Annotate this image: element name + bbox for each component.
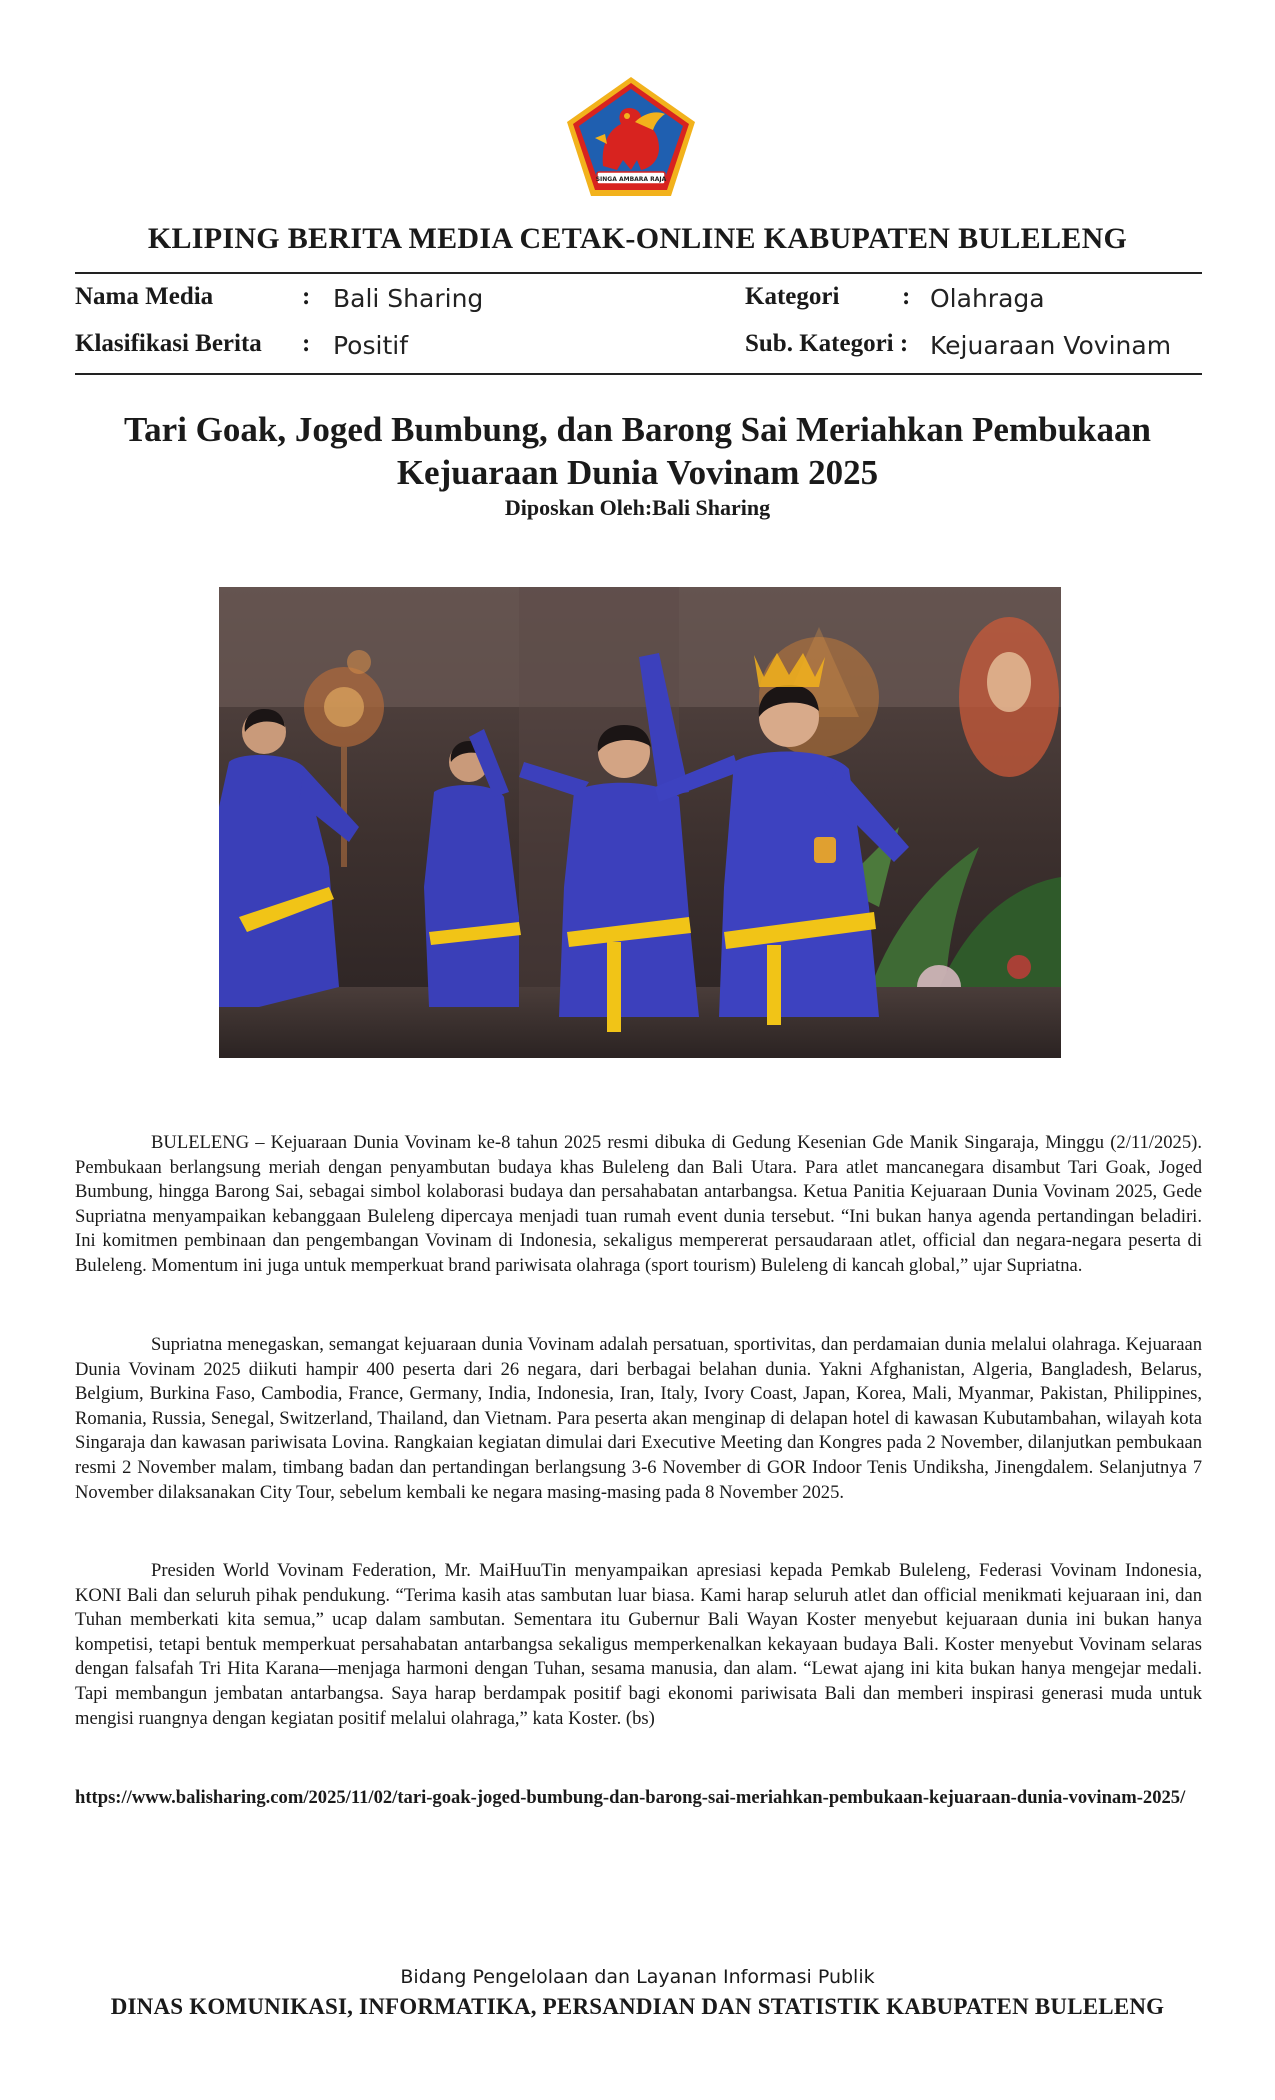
- footer-department: Bidang Pengelolaan dan Layanan Informasi Publik: [400, 1966, 875, 1988]
- kategori-label: Kategori: [745, 283, 840, 310]
- footer-agency: DINAS KOMUNIKASI, INFORMATIKA, PERSANDIAN DAN STATISTIK KABUPATEN BULELENG: [110, 1994, 1165, 2019]
- media-label: Nama Media: [75, 283, 214, 310]
- kategori-value: Olahraga: [930, 284, 1045, 313]
- article-paragraph-1: BULELENG – Kejuaraan Dunia Vovinam ke-8 tahun 2025 resmi dibuka di Gedung Kesenian Gde Manik Singaraja, Minggu (2/11/2025). Pembukaan berlangsung meriah dengan penyambutan budaya khas Buleleng dan Bali Utara. Para atlet mancanegara disambut Tari Goak, Joged Bumbung, hingga Barong Sai, sebagai simbol kolaborasi budaya dan persahabatan antarbangsa. Ketua Panitia Kejuaraan Dunia Vovinam 2025, Gede Supriatna menyampaikan kebanggaan Buleleng dipercaya menjadi tuan rumah event dunia tersebut. “Ini bukan hanya agenda pertandingan beladiri. Ini komitmen pembinaan dan pengembangan Vovinam di Indonesia, sekaligus mempererat persaudaraan atlet, official dan negara-negara peserta di Buleleng. Momentum ini juga untuk memperkuat brand pariwisata olahraga (sport tourism) Buleleng di kancah global,” ujar Supriatna.: [75, 1132, 1202, 1276]
- source-url-link[interactable]: https://www.balisharing.com/2025/11/02/tari-goak-joged-bumbung-dan-barong-sai-meriahkan-pembukaan-kejuaraan-dunia-vovinam-2025/: [75, 1787, 1186, 1808]
- article-byline: Diposkan Oleh:Bali Sharing: [504, 495, 771, 520]
- media-colon: :: [302, 283, 311, 310]
- article-paragraph-2: Supriatna menegaskan, semangat kejuaraan dunia Vovinam adalah persatuan, sportivitas, dan perdamaian dunia melalui olahraga. Kejuaraan Dunia Vovinam 2025 diikuti hampir 400 peserta dari 26 negara, dari berbagai belahan dunia. Yakni Afghanistan, Algeria, Bangladesh, Belarus, Belgium, Burkina Faso, Cambodia, France, Germany, India, Indonesia, Iran, Italy, Ivory Coast, Japan, Korea, Mali, Myanmar, Pakistan, Philippines, Romania, Russia, Senegal, Switzerland, Thailand, dan Vietnam. Para peserta akan menginap di delapan hotel di kawasan Kubutambahan, wilayah kota Singaraja dan kawasan pariwisata Lovina. Rangkaian kegiatan dimulai dari Executive Meeting dan Kongres pada 2 November, dilanjutkan pembukaan resmi 2 November malam, timbang badan dan pertandingan berlangsung 3-6 November di GOR Indoor Tenis Undiksha, Jinengdalem. Selanjutnya 7 November dilaksanakan City Tour, sebelum kembali ke negara masing-masing pada 8 November 2025.: [75, 1334, 1202, 1503]
- article-title: Tari Goak, Joged Bumbung, dan Barong Sai Meriahkan Pembukaan Kejuaraan Dunia Vovinam 2025: [124, 410, 1151, 492]
- klasifikasi-colon: :: [302, 330, 311, 357]
- klasifikasi-value: Positif: [333, 331, 408, 360]
- clipping-header-title: KLIPING BERITA MEDIA CETAK-ONLINE KABUPATEN BULELENG: [147, 222, 1128, 255]
- article-photo: [219, 587, 1061, 1058]
- subkategori-value: Kejuaraan Vovinam: [930, 331, 1172, 360]
- logo-ribbon-text: SINGA AMBARA RAJA: [595, 176, 667, 183]
- header-divider-top: [75, 272, 1202, 274]
- subkategori-label: Sub. Kategori :: [745, 330, 909, 357]
- regency-logo: [563, 74, 699, 200]
- media-value: Bali Sharing: [333, 284, 484, 313]
- klasifikasi-label: Klasifikasi Berita: [75, 330, 262, 357]
- header-divider-bottom: [75, 373, 1202, 375]
- kategori-colon: :: [902, 283, 911, 310]
- article-paragraph-3: Presiden World Vovinam Federation, Mr. MaiHuuTin menyampaikan apresiasi kepada Pemkab Buleleng, Federasi Vovinam Indonesia, KONI Bali dan seluruh pihak pendukung. “Terima kasih atas sambutan luar biasa. Kami harap seluruh atlet dan official menikmati kejuaraan ini, dan Tuhan memberkati kita semua,” ucap dalam sambutan. Sementara itu Gubernur Bali Wayan Koster menyebut kejuaraan dunia ini bukan hanya kompetisi, tetapi bentuk memperkuat persahabatan antarbangsa sekaligus memperkenalkan kekayaan budaya Bali. Koster menyebut Vovinam selaras dengan falsafah Tri Hita Karana—menjaga harmoni dengan Tuhan, sesama manusia, dan alam. “Lewat ajang ini kita bukan hanya mengejar medali. Tapi membangun jembatan antarbangsa. Saya harap berdampak positif bagi ekonomi pariwisata Bali dan memberi inspirasi generasi muda untuk mengisi ruangnya dengan kegiatan positif melalui olahraga,” kata Koster. (bs): [75, 1560, 1202, 1729]
